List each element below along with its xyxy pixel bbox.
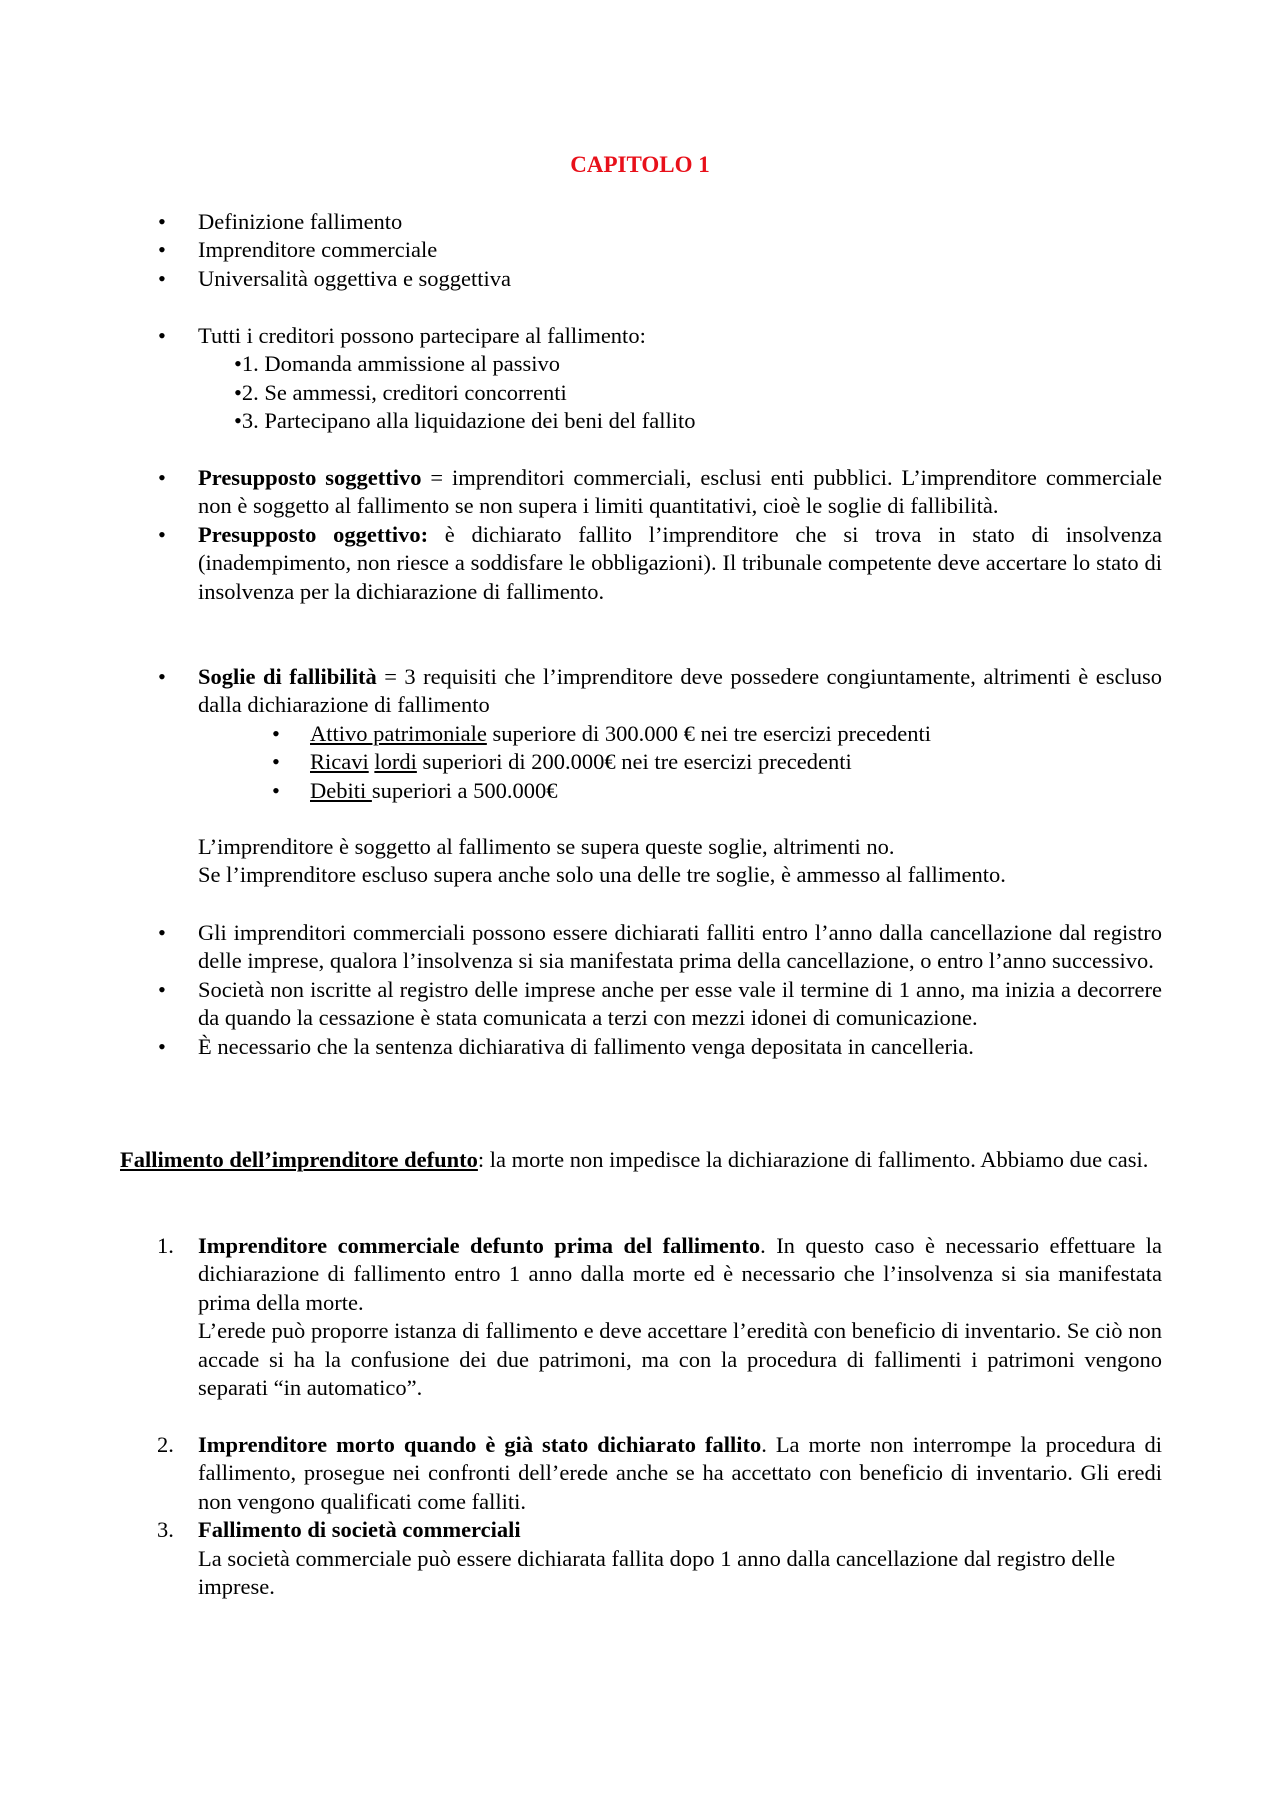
bullet-icon: •: [158, 265, 166, 291]
bullet-icon: •: [158, 209, 166, 234]
list-item: • Soglie di fallibilità = 3 requisiti che l’imprenditore deve possedere congiuntamente, altrimenti è escluso dalla dichiarazione di fallimento: [158, 664, 1162, 718]
intro-bullet-list: [120, 208, 1162, 293]
case-number: 1.: [157, 1233, 174, 1258]
case-number: 3.: [157, 1517, 174, 1543]
bullet-icon: •: [158, 323, 166, 348]
list-item: • Presupposto soggettivo = imprenditori commerciali, esclusi enti pubblici. L’imprenditore commerciale non è soggetto al fallimento se non supera i limiti quantitativi, cioè le soglie di fallibilità.: [158, 465, 1162, 519]
soglia-item: • Debiti superiori a 500.000€: [120, 777, 1162, 805]
soglie-section: [120, 663, 1162, 890]
bullet-icon: •: [158, 521, 166, 547]
soglia-item: • Attivo patrimoniale superiore di 300.000 € nei tre esercizi precedenti: [120, 720, 1162, 748]
bullet-icon: •: [272, 777, 280, 803]
list-item: • Universalità oggettiva e soggettiva: [120, 265, 1162, 293]
bullet-icon: •: [158, 1033, 166, 1059]
list-item: • Definizione fallimento: [120, 208, 1162, 236]
list-item: • È necessario che la sentenza dichiarativa di fallimento venga depositata in cancelleria.: [120, 1033, 1162, 1061]
defunto-paragraph: Fallimento dell’imprenditore defunto: la morte non impedisce la dichiarazione di fallimento. Abbiamo due casi.: [120, 1147, 1149, 1172]
presupposti-section: [120, 464, 1162, 606]
step-item: •1. Domanda ammissione al passivo: [234, 351, 560, 377]
bullet-icon: •: [158, 465, 166, 490]
case-list: [120, 1232, 1162, 1402]
presupposto-oggettivo-label: Presupposto oggettivo:: [198, 521, 429, 547]
case-list: [120, 1431, 1162, 1601]
case-item: 1. Imprenditore commerciale defunto prima del fallimento. In questo caso è necessario effettuare la dichiarazione di fallimento entro 1 anno dalla morte ed è necessario che l’insolvenza si sia manifestata prima della morte. L’erede può proporre istanza di fallimento e deve accettare l’eredità con beneficio di inventario. Se ciò non accade si ha la confusione dei due patrimoni, ma con la procedura di fallimenti i patrimoni vengono separati “in automatico”.: [120, 1232, 1162, 1402]
step-item: •3. Partecipano alla liquidazione dei beni del fallito: [234, 408, 696, 434]
case-title: Imprenditore morto quando è già stato dichiarato fallito: [198, 1432, 762, 1457]
case-item: 2. Imprenditore morto quando è già stato dichiarato fallito. La morte non interrompe la procedura di fallimento, prosegue nei confronti dell’erede anche se ha accettato con beneficio di inventario. Gli eredi non vengono qualificati come falliti.: [157, 1432, 1163, 1514]
bullet-icon: •: [158, 976, 166, 1002]
creditori-section: [120, 322, 1162, 436]
bullet-icon: •: [158, 664, 166, 689]
cancellazione-section: [120, 919, 1162, 1061]
case-extra: L’erede può proporre istanza di fallimento e deve accettare l’eredità con beneficio di inventario. Se ciò non accade si ha la confusione dei due patrimoni, ma con la procedura di fallimenti i patrimoni vengono separati “in automatico”.: [198, 1318, 1162, 1401]
bullet-icon: •: [158, 237, 166, 263]
bullet-icon: •: [272, 720, 280, 746]
bullet-icon: •: [272, 749, 280, 775]
soglie-note: Se l’imprenditore escluso supera anche solo una delle tre soglie, è ammesso al fallimento.: [198, 862, 1006, 888]
list-item: • Società non iscritte al registro delle imprese anche per esse vale il termine di 1 anno, ma inizia a decorrere da quando la cessazione è stata comunicata a terzi con mezzi idonei di comunicazione.: [158, 976, 1162, 1031]
list-item: • Tutti i creditori possono partecipare al fallimento:: [120, 322, 1162, 350]
list-item: • Imprenditore commerciale: [120, 236, 1162, 264]
soglie-label: Soglie di fallibilità: [198, 664, 377, 689]
list-item: • Gli imprenditori commerciali possono essere dichiarati falliti entro l’anno dalla cancellazione dal registro delle imprese, qualora l’insolvenza si sia manifestata prima della cancellazione, o entro l’anno successivo.: [158, 920, 1162, 974]
step-item: •2. Se ammessi, creditori concorrenti: [234, 379, 567, 405]
bullet-icon: •: [158, 920, 166, 945]
case-title: Fallimento di società commerciali: [198, 1517, 521, 1543]
case-title: Imprenditore commerciale defunto prima del fallimento: [198, 1233, 761, 1258]
case-item: [120, 1516, 1162, 1601]
chapter-title: CAPITOLO 1: [570, 152, 710, 177]
presupposto-soggettivo-label: Presupposto soggettivo: [198, 465, 422, 490]
case-extra: La società commerciale può essere dichiarata fallita dopo 1 anno dalla cancellazione dal registro delle imprese.: [198, 1545, 1116, 1600]
defunto-heading: Fallimento dell’imprenditore defunto: [120, 1147, 478, 1172]
list-item: • Presupposto oggettivo: è dichiarato fallito l’imprenditore che si trova in stato di insolvenza (inadempimento, non riesce a soddisfare le obbligazioni). Il tribunale competente deve accertare lo stato di insolvenza per la dichiarazione di fallimento.: [158, 521, 1162, 604]
soglie-note: L’imprenditore è soggetto al fallimento se supera queste soglie, altrimenti no.: [198, 834, 895, 860]
case-number: 2.: [157, 1432, 174, 1457]
soglia-item: • Ricavi lordi superiori di 200.000€ nei tre esercizi precedenti: [120, 748, 1162, 776]
